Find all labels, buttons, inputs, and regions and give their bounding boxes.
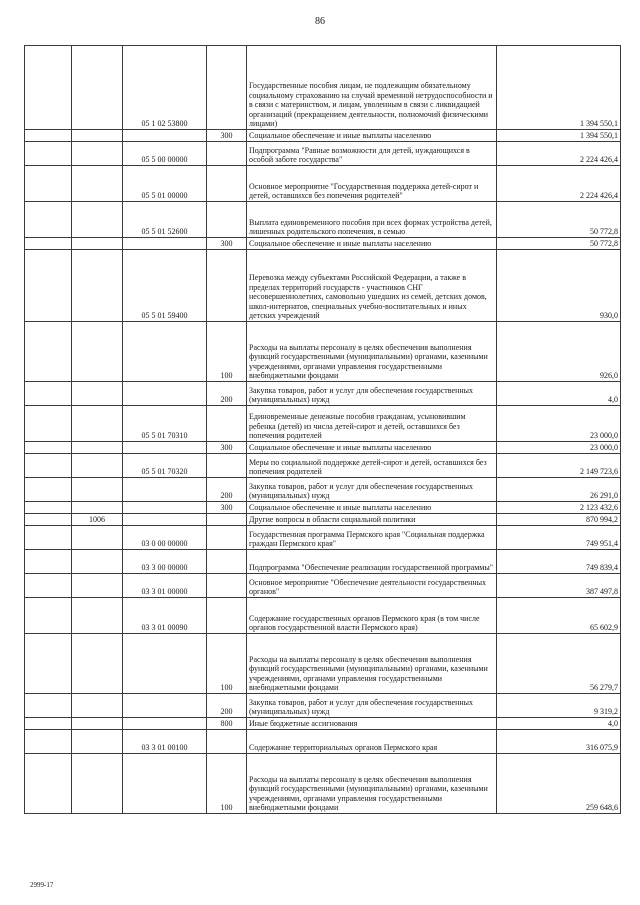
amount-cell: 65 602,9	[497, 598, 621, 634]
expense-type-cell: 100	[207, 322, 247, 382]
amount-cell: 926,0	[497, 322, 621, 382]
table-row	[25, 130, 621, 142]
footer-code: 2999-17	[30, 881, 54, 889]
section-code-cell	[25, 502, 72, 514]
subsection-code-cell	[72, 250, 123, 322]
target-article-cell	[123, 718, 207, 730]
budget-table-body	[25, 46, 621, 814]
expense-type-cell: 200	[207, 382, 247, 406]
amount-cell: 2 149 723,6	[497, 454, 621, 478]
expense-type-cell: 300	[207, 442, 247, 454]
table-row	[25, 730, 621, 754]
table-row	[25, 406, 621, 442]
item-name-cell: Расходы на выплаты персоналу в целях обеспечения выполнения функций государственными (муниципальными) органами, казенными учреждениями, органами управления государственными внебюджетными фондами	[247, 634, 497, 694]
amount-cell: 26 291,0	[497, 478, 621, 502]
amount-cell: 23 000,0	[497, 406, 621, 442]
section-code-cell	[25, 46, 72, 130]
item-name-cell: Подпрограмма "Обеспечение реализации государственной программы"	[247, 550, 497, 574]
amount-cell: 930,0	[497, 250, 621, 322]
section-code-cell	[25, 442, 72, 454]
target-article-cell: 05 5 01 59400	[123, 250, 207, 322]
item-name-cell: Другие вопросы в области социальной политики	[247, 514, 497, 526]
subsection-code-cell	[72, 478, 123, 502]
subsection-code-cell	[72, 598, 123, 634]
item-name-cell: Содержание государственных органов Пермского края (в том числе органов государственной власти Пермского края)	[247, 598, 497, 634]
table-row	[25, 514, 621, 526]
subsection-code-cell	[72, 454, 123, 478]
item-name-cell: Закупка товаров, работ и услуг для обеспечения государственных (муниципальных) нужд	[247, 694, 497, 718]
expense-type-cell	[207, 142, 247, 166]
table-row	[25, 250, 621, 322]
item-name-cell: Социальное обеспечение и иные выплаты населению	[247, 130, 497, 142]
section-code-cell	[25, 598, 72, 634]
expense-type-cell	[207, 166, 247, 202]
amount-cell: 9 319,2	[497, 694, 621, 718]
section-code-cell	[25, 718, 72, 730]
item-name-cell: Выплата единовременного пособия при всех формах устройства детей, лишенных родительского попечения, в семью	[247, 202, 497, 238]
table-row	[25, 478, 621, 502]
section-code-cell	[25, 142, 72, 166]
subsection-code-cell	[72, 406, 123, 442]
subsection-code-cell	[72, 718, 123, 730]
table-row	[25, 46, 621, 130]
amount-cell: 1 394 550,1	[497, 46, 621, 130]
target-article-cell: 03 3 01 00090	[123, 598, 207, 634]
target-article-cell	[123, 442, 207, 454]
item-name-cell: Социальное обеспечение и иные выплаты населению	[247, 502, 497, 514]
target-article-cell: 05 5 00 00000	[123, 142, 207, 166]
table-row	[25, 634, 621, 694]
target-article-cell	[123, 694, 207, 718]
item-name-cell: Меры по социальной поддержке детей-сирот и детей, оставшихся без попечения родителей	[247, 454, 497, 478]
amount-cell: 2 224 426,4	[497, 166, 621, 202]
section-code-cell	[25, 478, 72, 502]
target-article-cell: 05 5 01 52600	[123, 202, 207, 238]
expense-type-cell: 100	[207, 634, 247, 694]
budget-table	[24, 45, 621, 814]
item-name-cell: Закупка товаров, работ и услуг для обеспечения государственных (муниципальных) нужд	[247, 382, 497, 406]
expense-type-cell	[207, 514, 247, 526]
subsection-code-cell	[72, 442, 123, 454]
section-code-cell	[25, 250, 72, 322]
item-name-cell: Основное мероприятие "Государственная поддержка детей-сирот и детей, оставшихся без попечения родителей"	[247, 166, 497, 202]
item-name-cell: Государственные пособия лицам, не подлежащим обязательному социальному страхованию на случай временной нетрудоспособности и в связи с материнством, и лицам, уволенным в связи с ликвидацией организаций (прекращением деятельности, полномочий физическими лицами)	[247, 46, 497, 130]
expense-type-cell	[207, 46, 247, 130]
amount-cell: 870 994,2	[497, 514, 621, 526]
target-article-cell: 03 3 01 00000	[123, 574, 207, 598]
table-row	[25, 550, 621, 574]
expense-type-cell	[207, 250, 247, 322]
table-row	[25, 382, 621, 406]
item-name-cell: Расходы на выплаты персоналу в целях обеспечения выполнения функций государственными (муниципальными) органами, казенными учреждениями, органами управления государственными внебюджетными фондами	[247, 754, 497, 814]
expense-type-cell: 300	[207, 238, 247, 250]
item-name-cell: Расходы на выплаты персоналу в целях обеспечения выполнения функций государственными (муниципальными) органами, казенными учреждениями, органами управления государственными внебюджетными фондами	[247, 322, 497, 382]
amount-cell: 259 648,6	[497, 754, 621, 814]
table-row	[25, 598, 621, 634]
expense-type-cell: 100	[207, 754, 247, 814]
table-row	[25, 442, 621, 454]
target-article-cell: 05 5 01 70310	[123, 406, 207, 442]
section-code-cell	[25, 550, 72, 574]
expense-type-cell: 200	[207, 694, 247, 718]
table-row	[25, 238, 621, 250]
table-row	[25, 718, 621, 730]
amount-cell: 387 497,8	[497, 574, 621, 598]
table-row	[25, 202, 621, 238]
table-row	[25, 166, 621, 202]
expense-type-cell	[207, 598, 247, 634]
expense-type-cell	[207, 526, 247, 550]
amount-cell: 4,0	[497, 382, 621, 406]
table-row	[25, 454, 621, 478]
expense-type-cell	[207, 202, 247, 238]
item-name-cell: Перевозка между субъектами Российской Федерации, а также в пределах территорий государств - участников СНГ несовершеннолетних, самовольно ушедших из семей, детских домов, школ-интернатов, специальных учебно-воспитательных и иных детских учреждений	[247, 250, 497, 322]
expense-type-cell	[207, 550, 247, 574]
section-code-cell	[25, 694, 72, 718]
amount-cell: 56 279,7	[497, 634, 621, 694]
subsection-code-cell	[72, 526, 123, 550]
target-article-cell	[123, 502, 207, 514]
expense-type-cell: 300	[207, 502, 247, 514]
section-code-cell	[25, 754, 72, 814]
subsection-code-cell	[72, 322, 123, 382]
table-row	[25, 322, 621, 382]
page-number: 86	[315, 16, 325, 27]
amount-cell: 2 224 426,4	[497, 142, 621, 166]
table-row	[25, 694, 621, 718]
amount-cell: 316 075,9	[497, 730, 621, 754]
target-article-cell: 03 3 00 00000	[123, 550, 207, 574]
section-code-cell	[25, 574, 72, 598]
section-code-cell	[25, 526, 72, 550]
target-article-cell	[123, 634, 207, 694]
subsection-code-cell	[72, 502, 123, 514]
item-name-cell: Содержание территориальных органов Пермского края	[247, 730, 497, 754]
table-row	[25, 754, 621, 814]
expense-type-cell: 800	[207, 718, 247, 730]
section-code-cell	[25, 382, 72, 406]
target-article-cell: 03 3 01 00100	[123, 730, 207, 754]
section-code-cell	[25, 238, 72, 250]
section-code-cell	[25, 202, 72, 238]
subsection-code-cell: 1006	[72, 514, 123, 526]
table-row	[25, 574, 621, 598]
section-code-cell	[25, 454, 72, 478]
expense-type-cell: 200	[207, 478, 247, 502]
item-name-cell: Подпрограмма "Равные возможности для детей, нуждающихся в особой заботе государства"	[247, 142, 497, 166]
subsection-code-cell	[72, 238, 123, 250]
target-article-cell	[123, 322, 207, 382]
target-article-cell: 05 1 02 53800	[123, 46, 207, 130]
amount-cell: 50 772,8	[497, 238, 621, 250]
target-article-cell: 03 0 00 00000	[123, 526, 207, 550]
section-code-cell	[25, 514, 72, 526]
target-article-cell: 05 5 01 00000	[123, 166, 207, 202]
section-code-cell	[25, 730, 72, 754]
expense-type-cell: 300	[207, 130, 247, 142]
target-article-cell	[123, 130, 207, 142]
target-article-cell	[123, 754, 207, 814]
subsection-code-cell	[72, 550, 123, 574]
subsection-code-cell	[72, 202, 123, 238]
item-name-cell: Социальное обеспечение и иные выплаты населению	[247, 442, 497, 454]
item-name-cell: Единовременные денежные пособия гражданам, усыновившим ребенка (детей) из числа детей-сирот и детей, оставшихся без попечения родителей	[247, 406, 497, 442]
subsection-code-cell	[72, 574, 123, 598]
target-article-cell	[123, 514, 207, 526]
expense-type-cell	[207, 454, 247, 478]
section-code-cell	[25, 130, 72, 142]
table-row	[25, 526, 621, 550]
amount-cell: 50 772,8	[497, 202, 621, 238]
subsection-code-cell	[72, 46, 123, 130]
amount-cell: 749 839,4	[497, 550, 621, 574]
target-article-cell	[123, 382, 207, 406]
amount-cell: 2 123 432,6	[497, 502, 621, 514]
item-name-cell: Государственная программа Пермского края "Социальная поддержка граждан Пермского края"	[247, 526, 497, 550]
item-name-cell: Закупка товаров, работ и услуг для обеспечения государственных (муниципальных) нужд	[247, 478, 497, 502]
table-row	[25, 142, 621, 166]
expense-type-cell	[207, 406, 247, 442]
section-code-cell	[25, 406, 72, 442]
section-code-cell	[25, 166, 72, 202]
table-row	[25, 502, 621, 514]
subsection-code-cell	[72, 166, 123, 202]
target-article-cell: 05 5 01 70320	[123, 454, 207, 478]
section-code-cell	[25, 322, 72, 382]
item-name-cell: Иные бюджетные ассигнования	[247, 718, 497, 730]
target-article-cell	[123, 478, 207, 502]
amount-cell: 23 000,0	[497, 442, 621, 454]
item-name-cell: Основное мероприятие "Обеспечение деятельности государственных органов"	[247, 574, 497, 598]
amount-cell: 1 394 550,1	[497, 130, 621, 142]
expense-type-cell	[207, 574, 247, 598]
subsection-code-cell	[72, 634, 123, 694]
subsection-code-cell	[72, 754, 123, 814]
subsection-code-cell	[72, 130, 123, 142]
subsection-code-cell	[72, 142, 123, 166]
subsection-code-cell	[72, 694, 123, 718]
expense-type-cell	[207, 730, 247, 754]
section-code-cell	[25, 634, 72, 694]
amount-cell: 749 951,4	[497, 526, 621, 550]
subsection-code-cell	[72, 382, 123, 406]
subsection-code-cell	[72, 730, 123, 754]
item-name-cell: Социальное обеспечение и иные выплаты населению	[247, 238, 497, 250]
target-article-cell	[123, 238, 207, 250]
amount-cell: 4,0	[497, 718, 621, 730]
